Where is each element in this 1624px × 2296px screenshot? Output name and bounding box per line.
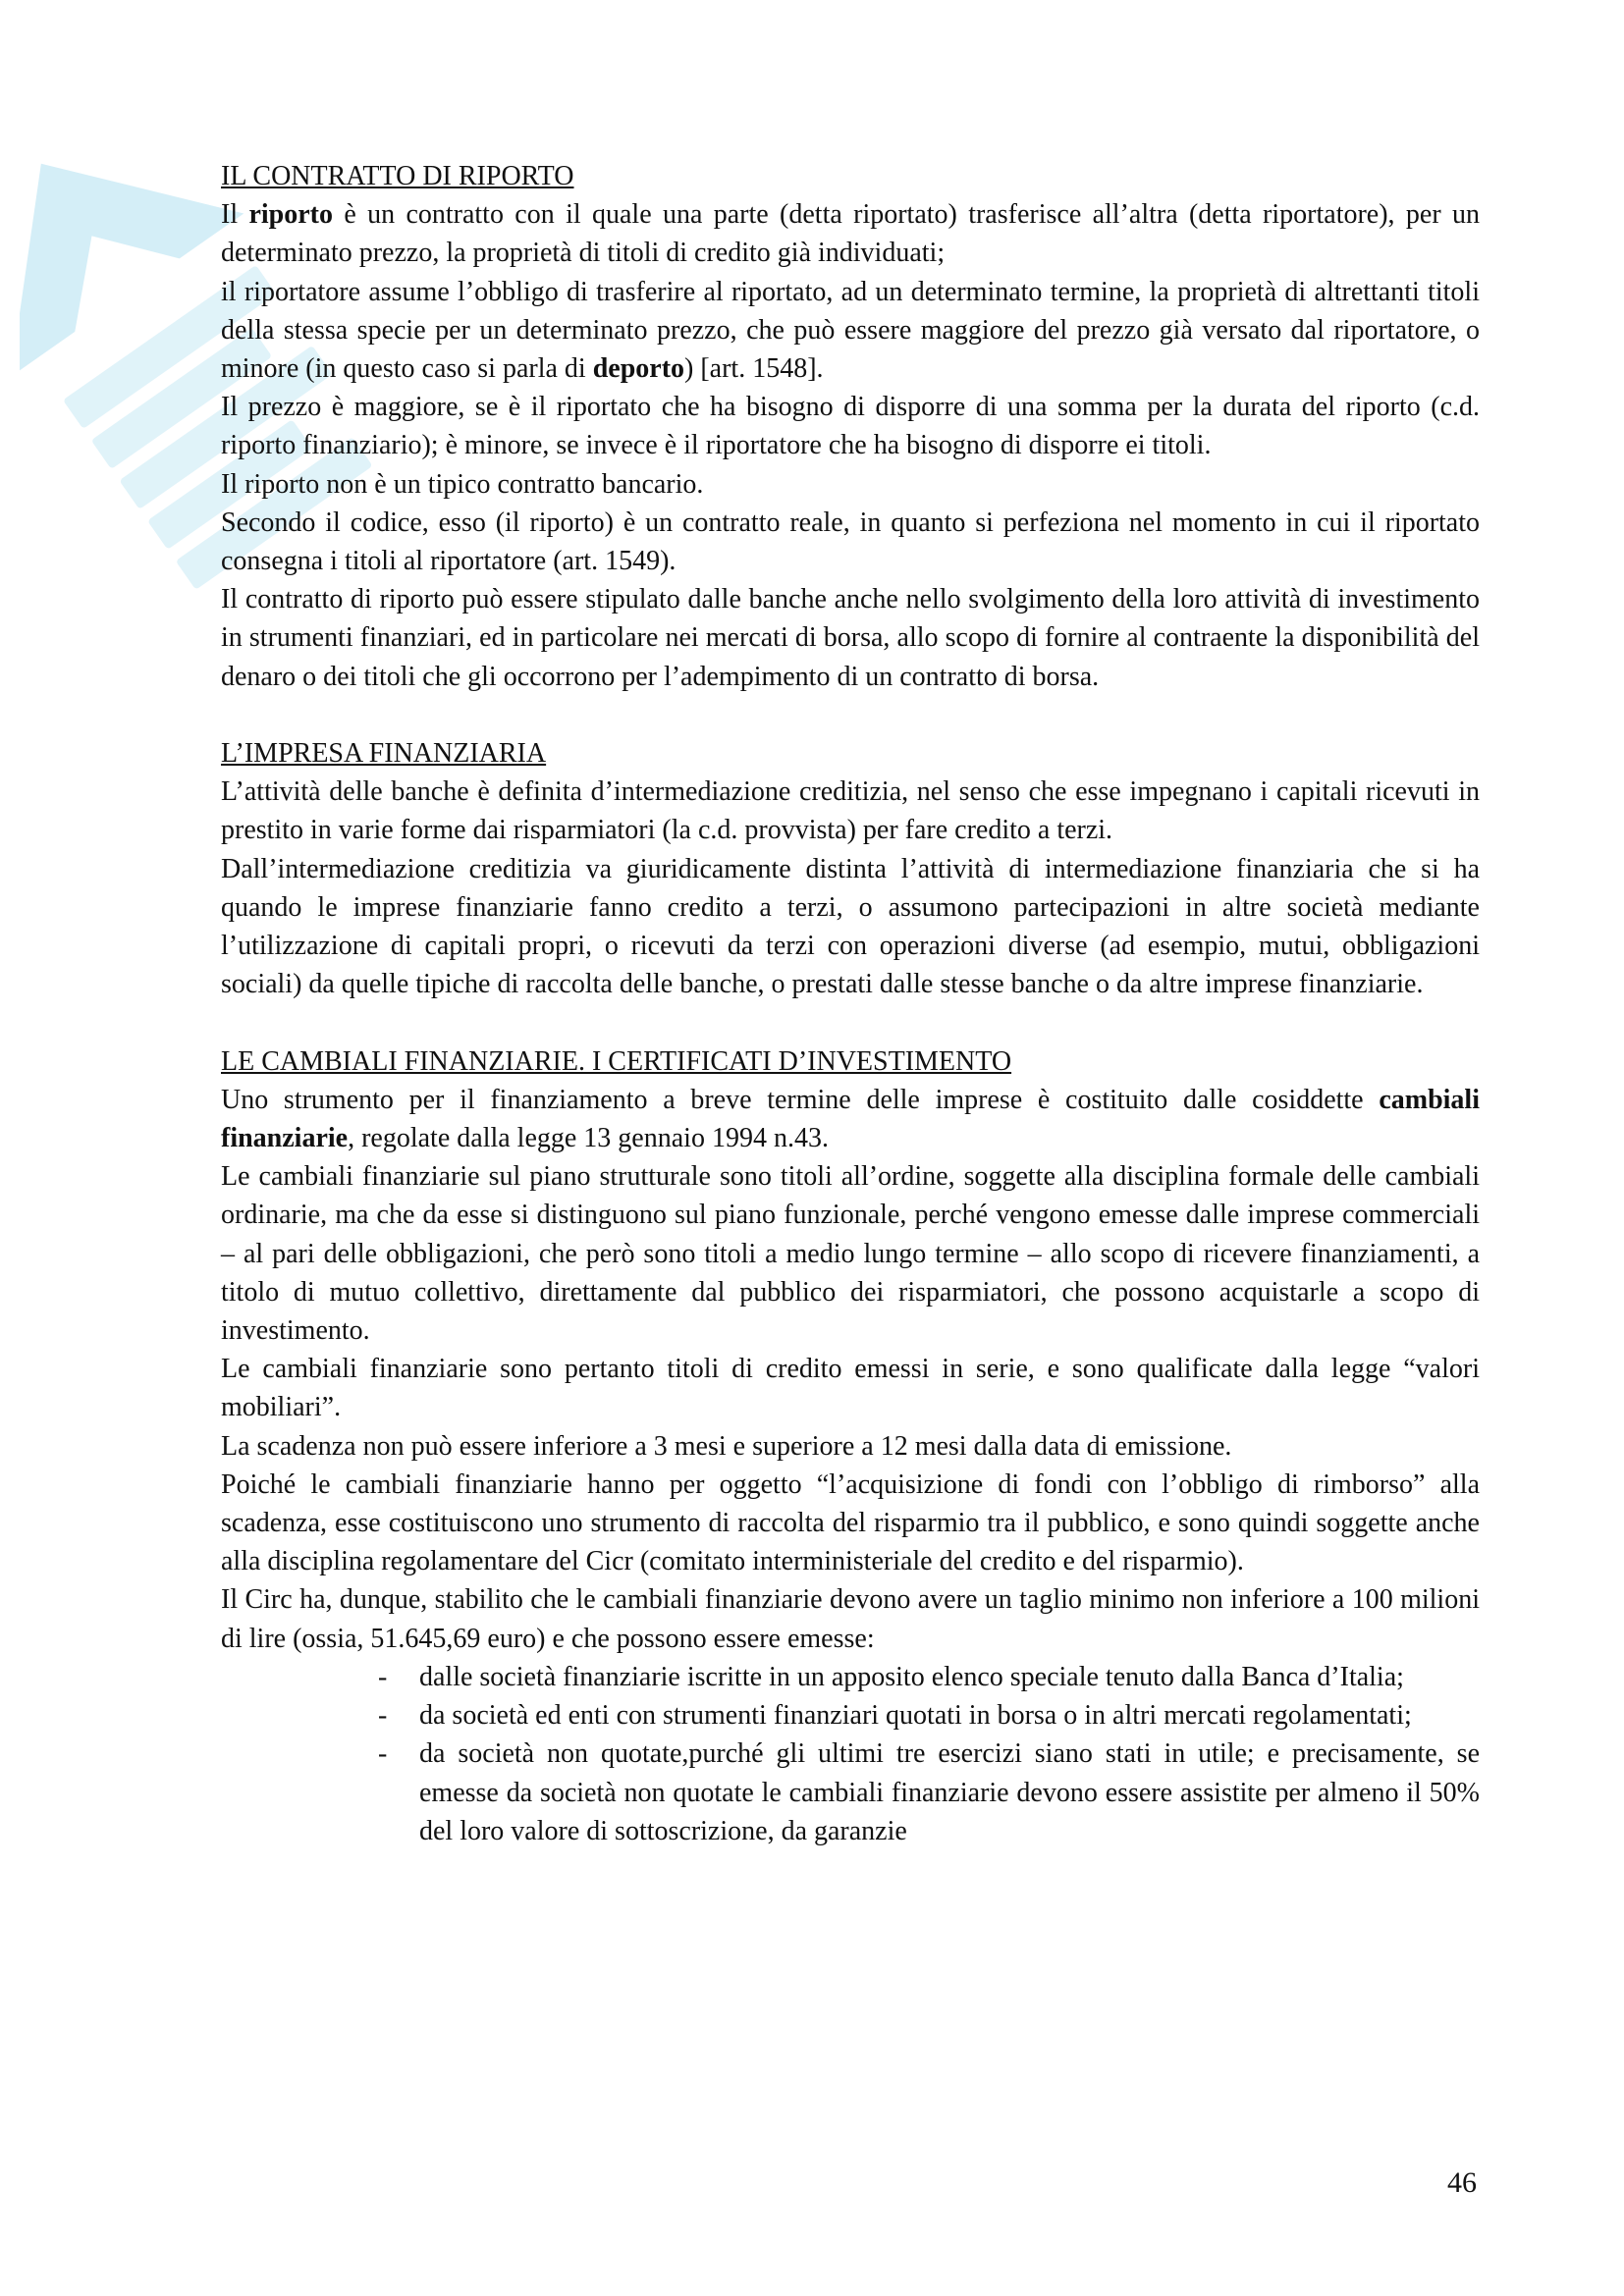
- dash-marker: -: [378, 1661, 388, 1692]
- paragraph: Il riporto non è un tipico contratto bancario.: [221, 468, 704, 500]
- paragraph: Le cambiali finanziarie sul piano strutturale sono titoli all’ordine, soggette alla disciplina formale delle cambiali ordinarie, ma che da esse si distinguono sul piano funzionale, perché vengono emesse dalle imprese commerciali – al pari delle obbligazioni, che però sono titoli a medio lungo termine – allo scopo di ricevere finanziamenti, a titolo di mutuo collettivo, direttamente dal pubblico dei risparmiatori, che possono acquistarle a scopo di investimento.: [221, 1161, 1480, 1347]
- paragraph: Uno strumento per il finanziamento a breve termine delle imprese è costituito dalle cosiddette cambiali finanziarie, regolate dalla legge 13 gennaio 1994 n.43.: [221, 1084, 1480, 1154]
- section-heading: IL CONTRATTO DI RIPORTO: [221, 161, 574, 191]
- paragraph: La scadenza non può essere inferiore a 3 mesi e superiore a 12 mesi dalla data di emissione.: [221, 1430, 1232, 1462]
- document-body: [221, 157, 1480, 1850]
- paragraph: Il contratto di riporto può essere stipulato dalle banche anche nello svolgimento della loro attività di investimento in strumenti finanziari, ed in particolare nei mercati di borsa, allo scopo di fornire al contraente la disponibilità del denaro o dei titoli che gli occorrono per l’adempimento di un contratto di borsa.: [221, 584, 1480, 692]
- paragraph: il riportatore assume l’obbligo di trasferire al riportato, ad un determinato termine, la proprietà di altrettanti titoli della stessa specie per un determinato prezzo, che può essere maggiore del prezzo già versato dal riportatore, o minore (in questo caso si parla di deporto) [art. 1548].: [221, 276, 1480, 385]
- paragraph: Il riporto è un contratto con il quale una parte (detta riportato) trasferisce all’altra (detta riportatore), per un determinato prezzo, la proprietà di titoli di credito già individuati;: [221, 199, 1480, 269]
- bullet-list: [221, 1658, 1480, 1850]
- dash-marker: -: [378, 1738, 388, 1770]
- paragraph: Dall’intermediazione creditizia va giuridicamente distinta l’attività di intermediazione finanziaria che si ha quando le imprese finanziarie fanno credito a terzi, o assumono partecipazioni in altre società mediante l’utilizzazione di capitali propri, o ricevuti da terzi con operazioni diverse (ad esempio, mutui, obbligazioni sociali) da quelle tipiche di raccolta delle banche, o prestati dalle stesse banche o da altre imprese finanziarie.: [221, 853, 1480, 1000]
- section-gap: [221, 696, 1480, 734]
- paragraph: Il prezzo è maggiore, se è il riportato che ha bisogno di disporre di una somma per la durata del riporto (c.d. riporto finanziario); è minore, se invece è il riportatore che ha bisogno di disporre ei titoli.: [221, 392, 1480, 461]
- list-item: - da società non quotate,purché gli ultimi tre esercizi siano stati in utile; e precisamente, se emesse da società non quotate le cambiali finanziarie devono essere assistite per almeno il 50% del loro valore di sottoscrizione, da garanzie: [419, 1735, 1480, 1850]
- dash-marker: -: [378, 1700, 388, 1732]
- section-heading: L’IMPRESA FINANZIARIA: [221, 738, 547, 770]
- page-number: 46: [1447, 2166, 1477, 2199]
- paragraph: Poiché le cambiali finanziarie hanno per oggetto “l’acquisizione di fondi con l’obbligo di rimborso” alla scadenza, esse costituiscono uno strumento di raccolta del risparmio tra il pubblico, e sono quindi soggette anche alla disciplina regolamentare del Cicr (comitato interministeriale del credito e del risparmio).: [221, 1468, 1480, 1577]
- section-gap: [221, 1003, 1480, 1041]
- paragraph: Il Circ ha, dunque, stabilito che le cambiali finanziarie devono avere un taglio minimo non inferiore a 100 milioni di lire (ossia, 51.645,69 euro) e che possono essere emesse:: [221, 1584, 1480, 1654]
- list-item: - dalle società finanziarie iscritte in un apposito elenco speciale tenuto dalla Banca d’Italia;: [419, 1658, 1480, 1696]
- paragraph: Secondo il codice, esso (il riporto) è un contratto reale, in quanto si perfeziona nel momento in cui il riportato consegna i titoli al riportatore (art. 1549).: [221, 507, 1480, 577]
- section-heading: LE CAMBIALI FINANZIARIE. I CERTIFICATI D’INVESTIMENTO: [221, 1045, 1012, 1077]
- paragraph: Le cambiali finanziarie sono pertanto titoli di credito emessi in serie, e sono qualificate dalla legge “valori mobiliari”.: [221, 1354, 1480, 1423]
- paragraph: L’attività delle banche è definita d’intermediazione creditizia, nel senso che esse impegnano i capitali ricevuti in prestito in varie forme dai risparmiatori (la c.d. provvista) per fare credito a terzi.: [221, 776, 1480, 846]
- list-item: - da società ed enti con strumenti finanziari quotati in borsa o in altri mercati regolamentati;: [419, 1696, 1480, 1735]
